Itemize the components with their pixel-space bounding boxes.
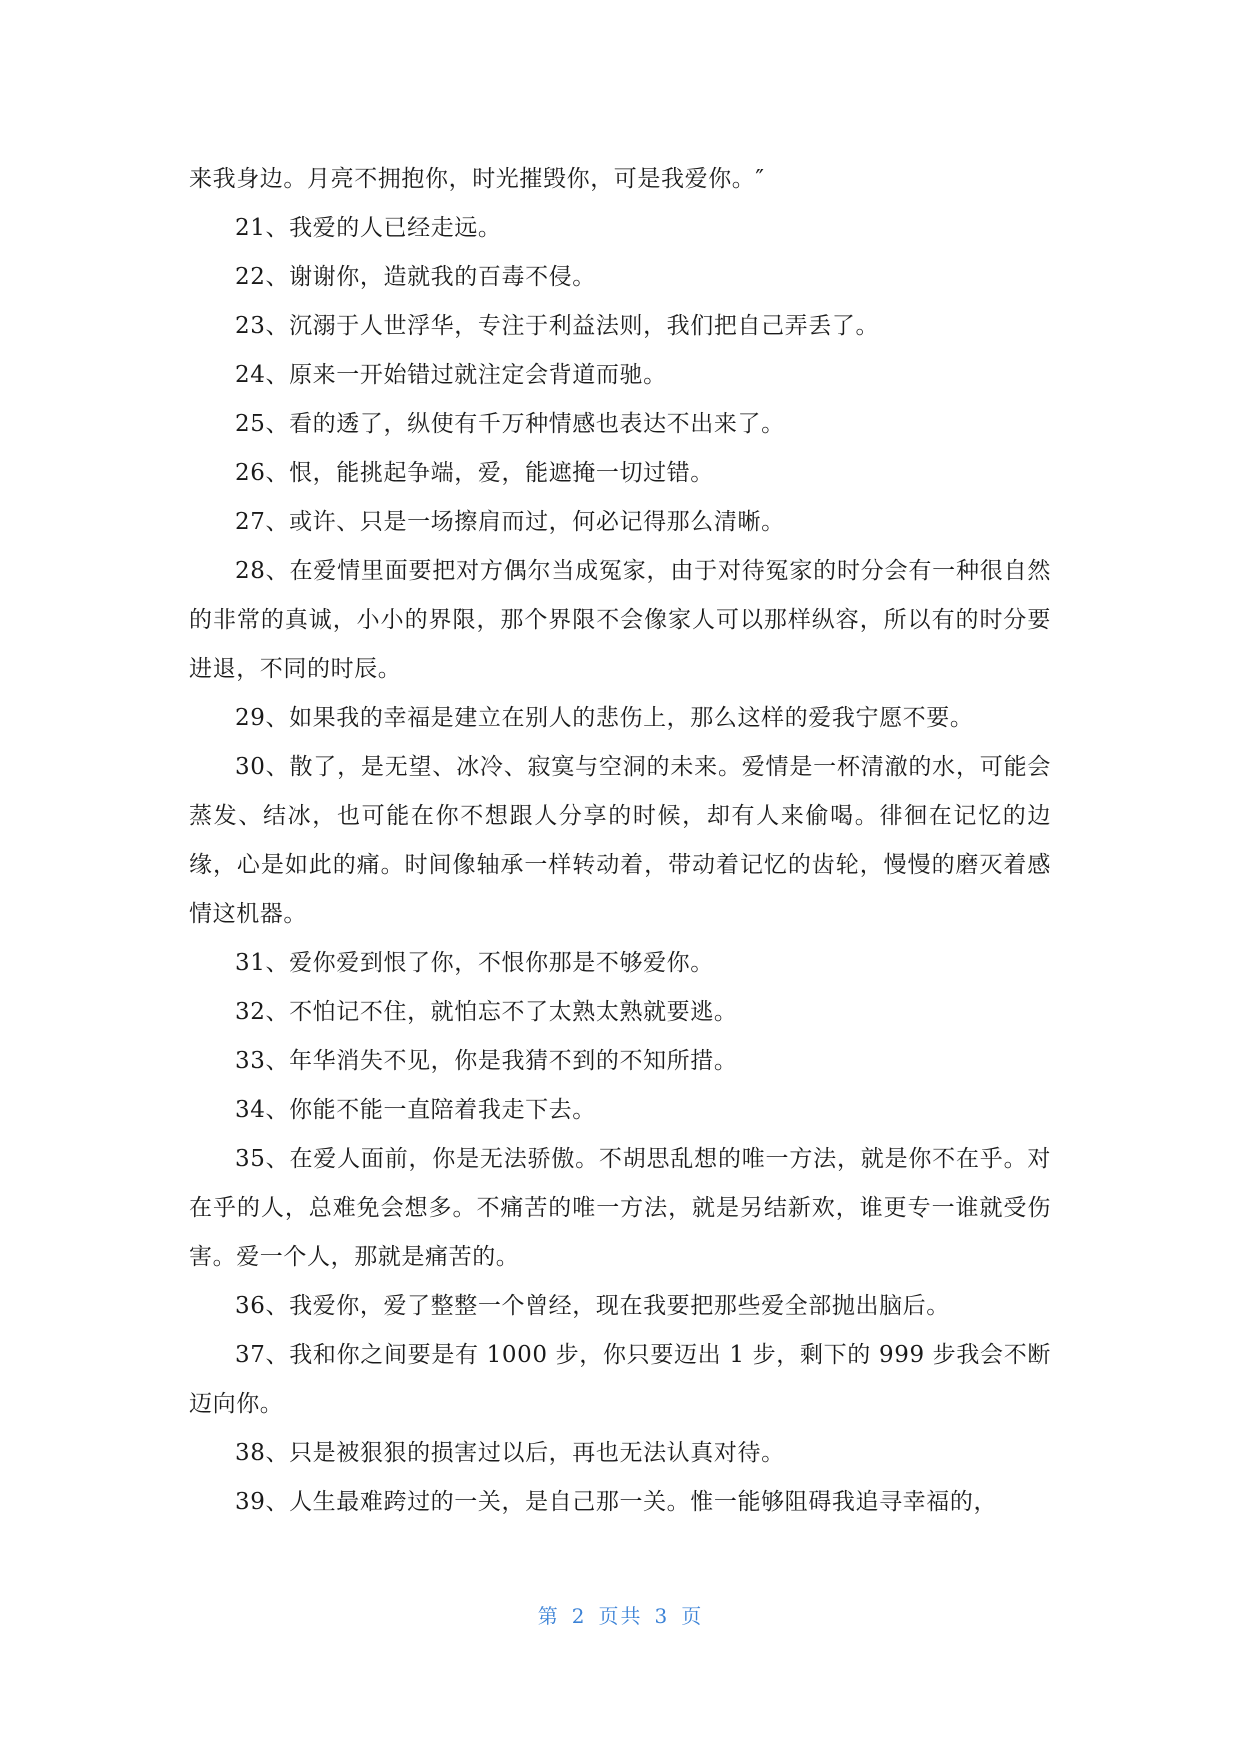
paragraph: 38、只是被狠狠的损害过以后，再也无法认真对待。 — [235, 1440, 785, 1466]
paragraph: 37、我和你之间要是有 1000 步，你只要迈出 1 步，剩下的 999 步我会不断迈向你。 — [189, 1342, 1051, 1417]
footer-total-pages: 3 — [654, 1604, 670, 1628]
paragraph: 21、我爱的人已经走远。 — [235, 215, 502, 241]
footer-suffix: 页 — [681, 1604, 704, 1628]
paragraph: 29、如果我的幸福是建立在别人的悲伤上，那么这样的爱我宁愿不要。 — [235, 705, 974, 731]
paragraph: 23、沉溺于人世浮华，专注于利益法则，我们把自己弄丢了。 — [235, 313, 880, 339]
paragraph: 30、散了，是无望、冰冷、寂寞与空洞的未来。爱情是一杯清澈的水，可能会蒸发、结冰，也可能在你不想跟人分享的时候，却有人来偷喝。徘徊在记忆的边缘，心是如此的痛。时间像轴承一样转动着，带动着记忆的齿轮，慢慢的磨灭着感情这机器。 — [189, 754, 1051, 927]
paragraph: 33、年华消失不见，你是我猜不到的不知所措。 — [235, 1048, 738, 1074]
paragraph: 39、人生最难跨过的一关，是自己那一关。惟一能够阻碍我追寻幸福的， — [235, 1489, 998, 1515]
paragraph: 22、谢谢你，造就我的百毒不侵。 — [235, 264, 596, 290]
paragraph: 35、在爱人面前，你是无法骄傲。不胡思乱想的唯一方法，就是你不在乎。对在乎的人，总难免会想多。不痛苦的唯一方法，就是另结新欢，谁更专一谁就受伤害。爱一个人，那就是痛苦的。 — [189, 1146, 1051, 1270]
paragraph: 31、爱你爱到恨了你，不恨你那是不够爱你。 — [235, 950, 714, 976]
footer-middle: 页共 — [598, 1604, 643, 1628]
paragraph: 32、不怕记不住，就怕忘不了太熟太熟就要逃。 — [235, 999, 738, 1025]
paragraph: 25、看的透了，纵使有千万种情感也表达不出来了。 — [235, 411, 785, 437]
paragraph: 来我身边。月亮不拥抱你，时光摧毁你，可是我爱你。″ — [189, 166, 765, 192]
footer-prefix: 第 — [537, 1604, 560, 1628]
paragraph: 27、或许、只是一场擦肩而过，何必记得那么清晰。 — [235, 509, 785, 535]
paragraph: 28、在爱情里面要把对方偶尔当成冤家，由于对待冤家的时分会有一种很自然的非常的真诚，小小的界限，那个界限不会像家人可以那样纵容，所以有的时分要进退，不同的时辰。 — [189, 558, 1051, 682]
page-footer — [0, 1600, 1241, 1629]
paragraph: 26、恨，能挑起争端，爱，能遮掩一切过错。 — [235, 460, 714, 486]
paragraph: 34、你能不能一直陪着我走下去。 — [235, 1097, 596, 1123]
footer-current-page: 2 — [571, 1604, 587, 1628]
paragraph: 24、原来一开始错过就注定会背道而驰。 — [235, 362, 667, 388]
document-body — [189, 155, 1051, 1527]
paragraph: 36、我爱你，爱了整整一个曾经，现在我要把那些爱全部抛出脑后。 — [235, 1293, 950, 1319]
